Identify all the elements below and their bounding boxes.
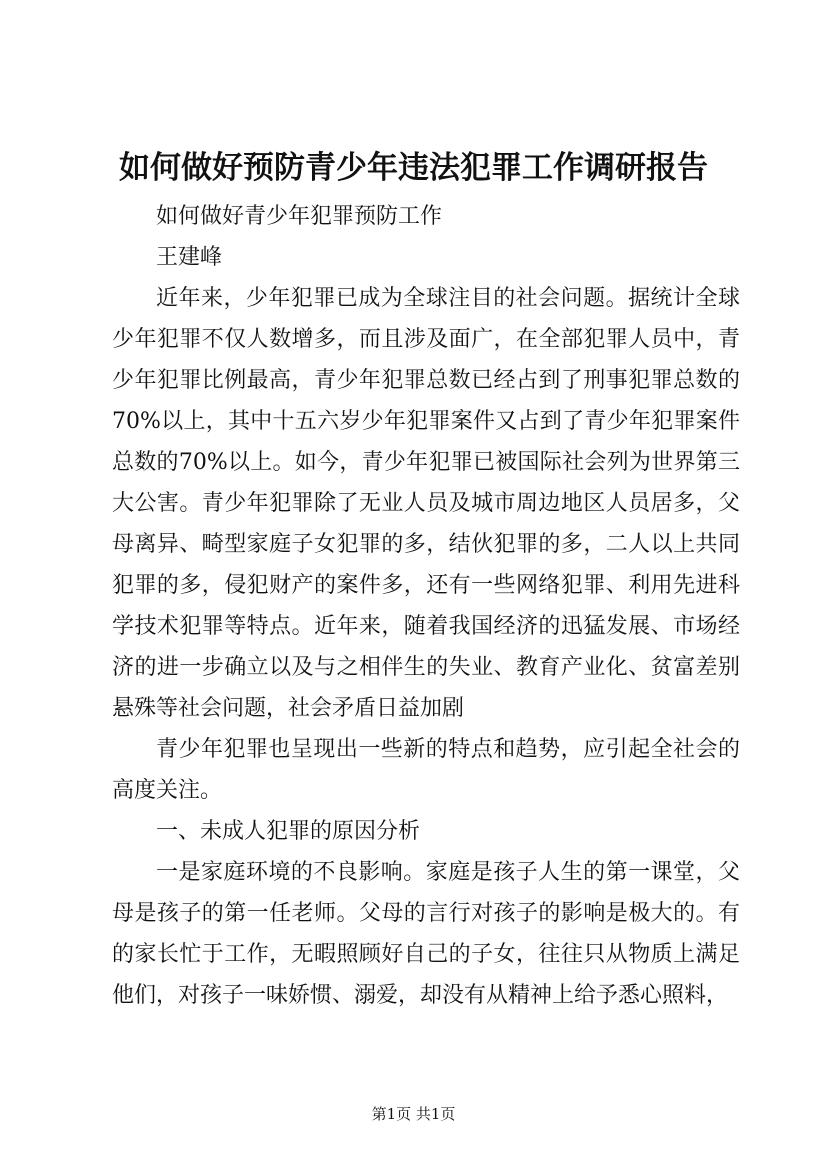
- page-footer: 第1页 共1页: [371, 1105, 456, 1123]
- author-paragraph: 王建峰: [156, 245, 223, 270]
- body-paragraph: 青少年犯罪也呈现出一些新的特点和趋势，应引起全社会的高度关注。: [112, 737, 740, 803]
- document-body: [112, 196, 740, 1016]
- body-paragraph: 近年来，少年犯罪已成为全球注目的社会问题。据统计全球少年犯罪不仅人数增多，而且涉及面广，在全部犯罪人员中，青少年犯罪比例最高，青少年犯罪总数已经占到了刑事犯罪总数的70%以上，其中十五六岁少年犯罪案件又占到了青少年犯罪案件总数的70%以上。如今，青少年犯罪已被国际社会列为世界第三大公害。青少年犯罪除了无业人员及城市周边地区人员居多，父母离异、畸型家庭子女犯罪的多，结伙犯罪的多，二人以上共同犯罪的多，侵犯财产的案件多，还有一些网络犯罪、利用先进科学技术犯罪等特点。近年来，随着我国经济的迅猛发展、市场经济的进一步确立以及与之相伴生的失业、教育产业化、贫富差别悬殊等社会问题，社会矛盾日益加剧: [112, 286, 740, 721]
- section-heading: 一、未成人犯罪的原因分析: [156, 819, 421, 844]
- document-title: 如何做好预防青少年违法犯罪工作调研报告: [119, 150, 708, 186]
- body-paragraph: 一是家庭环境的不良影响。家庭是孩子人生的第一课堂，父母是孩子的第一任老师。父母的言行对孩子的影响是极大的。有的家长忙于工作，无暇照顾好自己的子女，往往只从物质上满足他们，对孩子一味娇惯、溺爱，却没有从精神上给予悉心照料，: [112, 860, 740, 1008]
- subtitle-paragraph: 如何做好青少年犯罪预防工作: [156, 204, 443, 229]
